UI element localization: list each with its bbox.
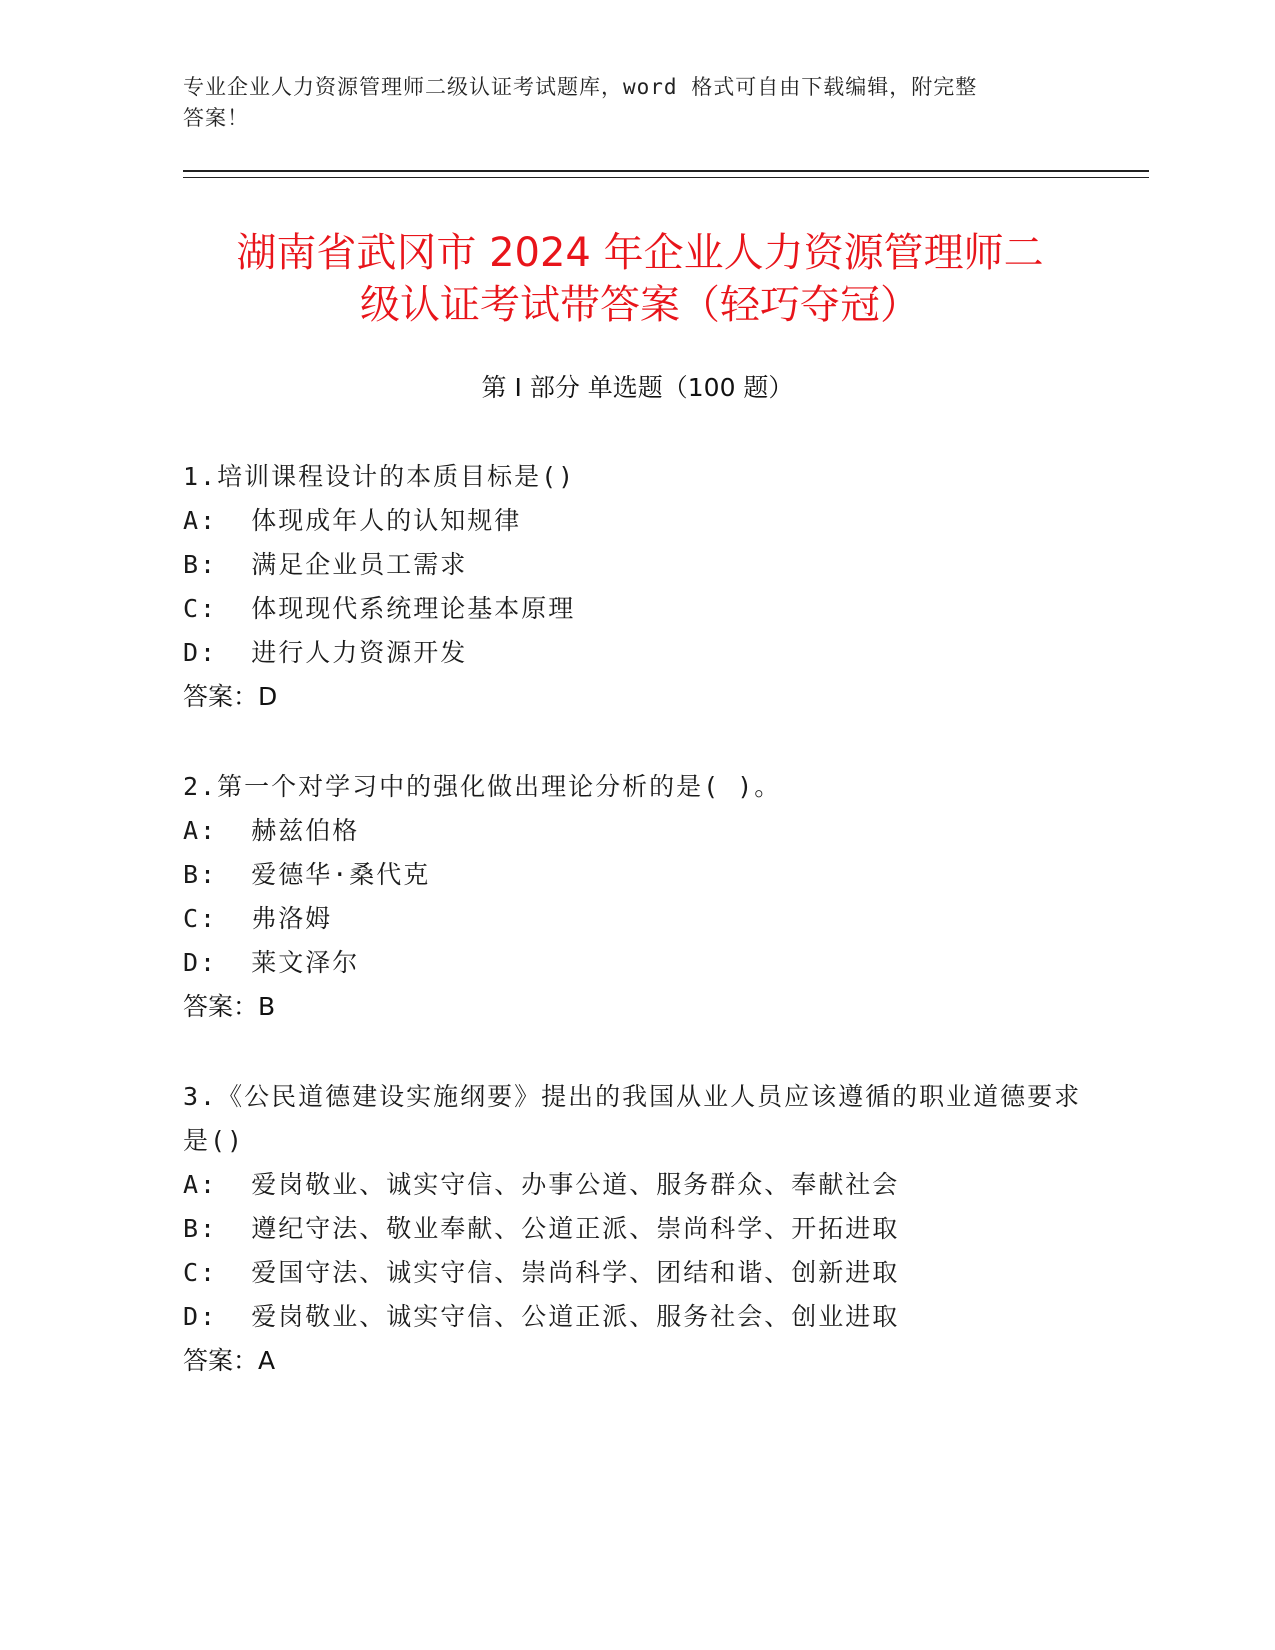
question-option-d: D: 进行人力资源开发 [183,638,468,667]
question-option-d: D: 莱文泽尔 [183,948,360,977]
question-option-a: A: 体现成年人的认知规律 [183,506,522,535]
question-option-b: B: 爱德华·桑代克 [183,860,431,889]
question-item [183,1075,1083,1383]
question-option-b: B: 遵纪守法、敬业奉献、公道正派、崇尚科学、开拓进取 [183,1214,900,1243]
question-option-c: C: 爱国守法、诚实守信、崇尚科学、团结和谐、创新进取 [183,1258,900,1287]
question-list [183,455,1083,1429]
header-divider-thick [183,170,1149,172]
document-title-line-2: 级认证考试带答案（轻巧夺冠） [360,281,920,328]
question-item [183,765,1083,1029]
question-option-a: A: 赫兹伯格 [183,816,360,845]
question-option-c: C: 体现现代系统理论基本原理 [183,594,576,623]
document-title [140,227,1140,331]
question-answer: 答案：B [183,992,276,1021]
question-stem: 1.培训课程设计的本质目标是() [183,462,576,491]
header-note-line-1: 专业企业人力资源管理师二级认证考试题库，word 格式可自由下载编辑，附完整 [183,75,978,99]
question-option-b: B: 满足企业员工需求 [183,550,468,579]
question-option-c: C: 弗洛姆 [183,904,333,933]
question-answer: 答案：D [183,682,278,711]
header-divider-thin [183,177,1149,178]
question-stem: 2.第一个对学习中的强化做出理论分析的是( )。 [183,772,782,801]
question-item [183,455,1083,719]
header-note-line-2: 答案！ [183,106,249,130]
section-title: 第 I 部分 单选题（100 题） [481,373,794,402]
question-answer: 答案：A [183,1346,276,1375]
question-stem: 3.《公民道德建设实施纲要》提出的我国从业人员应该遵循的职业道德要求是() [183,1082,1082,1155]
question-option-d: D: 爱岗敬业、诚实守信、公道正派、服务社会、创业进取 [183,1302,900,1331]
header-note [183,72,1063,134]
question-option-a: A: 爱岗敬业、诚实守信、办事公道、服务群众、奉献社会 [183,1170,900,1199]
document-title-line-1: 湖南省武冈市 2024 年企业人力资源管理师二 [236,229,1044,276]
